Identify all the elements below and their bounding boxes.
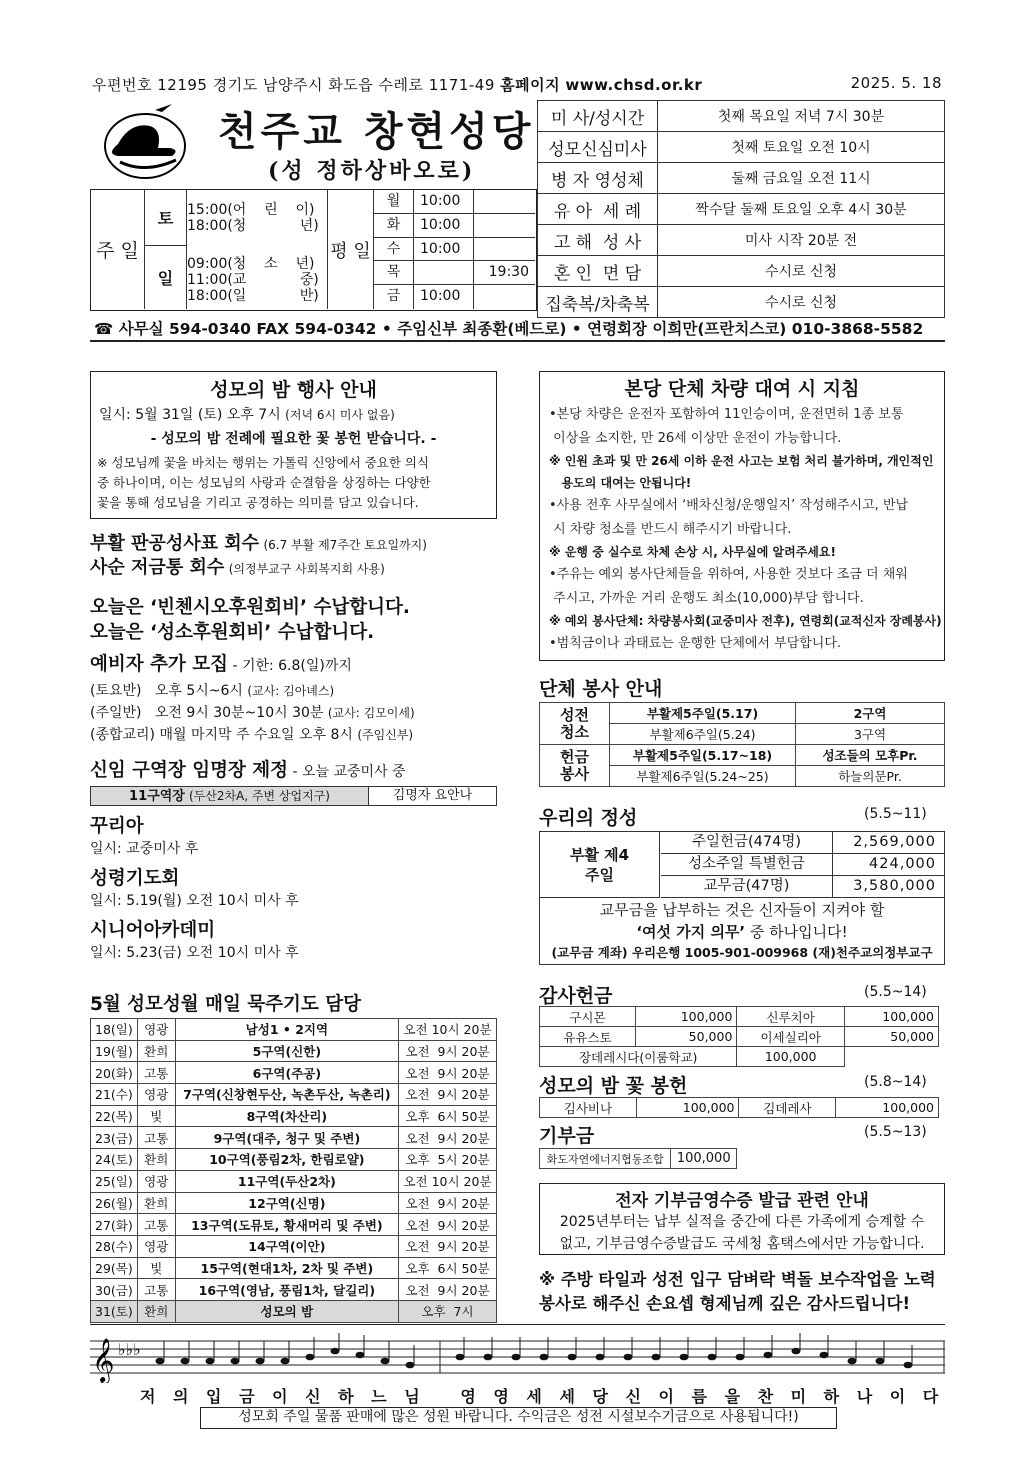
vehicle-rule: ※ 인원 초과 및 만 26세 이하 운전 사고는 보험 처리 불가하며, 개인적인: [549, 454, 934, 468]
offering-week-label: 부활 제4주일: [540, 832, 660, 898]
group-service-row: [540, 703, 945, 724]
weekday-label: 평 일: [328, 190, 374, 309]
donation-period: (5.5~13): [864, 1124, 927, 1140]
treble-clef-icon: 𝄞: [92, 1338, 115, 1382]
rosary-group: 13구역(도뮤토, 황새머리 및 주변): [175, 1214, 398, 1236]
rosary-time: 오전 10시 20분: [399, 1170, 497, 1192]
catechumen-title: 예비자 추가 모집: [90, 654, 228, 675]
catechumen-class: (종합교리) 매월 마지막 주 수요일 오후 8시: [90, 727, 353, 743]
thanks-donor: 유유스토: [540, 1027, 636, 1047]
rosary-mystery: 영광: [137, 1084, 175, 1106]
thanks-row: [540, 1047, 939, 1067]
leader-table: [90, 786, 497, 806]
group-service-week: 부활제5주일(5.17~18): [610, 745, 796, 766]
rosary-row: [91, 1062, 497, 1084]
rosary-row: [91, 1127, 497, 1149]
group-service-week: 부활제6주일(5.24~25): [610, 766, 796, 787]
rosary-group: 10구역(풍림2차, 한림로얄): [175, 1149, 398, 1171]
donation-title: 기부금: [539, 1125, 595, 1147]
weekday-am: 10:00: [414, 190, 474, 213]
note-head: [652, 1354, 661, 1361]
postal-label: 우편번호: [92, 76, 152, 94]
rosary-row: [91, 1105, 497, 1127]
thanks-donor: 장데레시다(이룸학교): [540, 1047, 737, 1067]
weekday-name: 금: [374, 285, 414, 309]
flower-amount: 100,000: [836, 1098, 939, 1118]
notice-2-note: (의정부교구 사회복지회 사용): [228, 562, 385, 576]
note-head: [206, 1358, 215, 1365]
offering-amount: 424,000: [869, 856, 936, 872]
notice-1: [90, 533, 427, 556]
rosary-time: 오전 9시 20분: [399, 1235, 497, 1257]
weekday-pm: 19:30: [488, 264, 529, 281]
event-title: 꾸리아: [90, 816, 144, 837]
catechumen-lines: [90, 680, 415, 746]
group-service-group: 하늘의문Pr.: [796, 766, 945, 787]
flower-donor: 김사비나: [540, 1098, 637, 1118]
rosary-date: 23(금): [91, 1127, 138, 1149]
service-row: [538, 101, 945, 132]
rosary-row: [91, 1084, 497, 1106]
note-head: [484, 1354, 493, 1361]
catechumen-teacher: (교사: 김아녜스): [247, 684, 335, 698]
rosary-row: [91, 1170, 497, 1192]
thanks-amount: 100,000: [737, 1047, 845, 1067]
thanks-period: (5.5~14): [864, 984, 927, 1000]
rosary-group: 15구역(현대1차, 2차 및 주변): [175, 1257, 398, 1279]
rosary-mystery: 빛: [137, 1105, 175, 1127]
offering-duty-1: 교무금을 납부하는 것은 신자들이 지켜야 할: [599, 901, 885, 919]
offering-item: 주일헌금(474명): [661, 832, 833, 853]
donation-table: [539, 1148, 737, 1169]
event-info: 일시: 교중미사 후: [90, 841, 199, 857]
note-head: [904, 1362, 913, 1369]
note-head: [356, 1352, 365, 1359]
rosary-time: 오전 9시 20분: [399, 1214, 497, 1236]
catechumen-class: (주일반) 오전 9시 30분~10시 30분: [90, 705, 324, 721]
service-time: 미사 시작 20분 전: [658, 225, 945, 256]
rosary-group: 11구역(두산2차): [175, 1170, 398, 1192]
address: 경기도 남양주시 화도읍 수레로 1171-49: [212, 76, 495, 94]
thanks-table: [539, 1006, 939, 1067]
service-name: 집축복/차축복: [538, 287, 658, 318]
rosary-date: 18(일): [91, 1019, 138, 1041]
rosary-table: [90, 1018, 497, 1323]
offering-box: [539, 831, 945, 965]
weekday-pm: [474, 285, 535, 309]
rosary-group: 7구역(신창현두산, 녹촌두산, 녹촌리): [175, 1084, 398, 1106]
postal-code: 12195: [157, 76, 208, 94]
thanks-note-2: 봉사로 해주신 손요셉 형제님께 깊은 감사드립니다!: [539, 1294, 910, 1313]
service-time: 짝수달 둘째 토요일 오후 4시 30분: [658, 194, 945, 225]
sun-time-2: 11:00(교 중): [187, 272, 319, 288]
services-table: [537, 100, 945, 318]
evening-date-note: (저녁 6시 미사 없음): [285, 408, 395, 422]
note-head: [156, 1358, 165, 1365]
thanks-amount: 100,000: [844, 1007, 938, 1027]
evening-note-3: 꽃을 통해 성모님을 기리고 공경하는 의미를 담고 있습니다.: [97, 495, 419, 510]
event-title: 시니어아카데미: [90, 920, 216, 941]
service-row: [538, 132, 945, 163]
rosary-row: [91, 1040, 497, 1062]
catechumen-line: [90, 680, 415, 702]
offering-item: 성소주일 특별헌금: [661, 854, 833, 875]
rosary-group: 남성1 • 2지역: [175, 1019, 398, 1041]
rosary-date: 22(목): [91, 1105, 138, 1127]
service-name: 고 해 성 사: [538, 225, 658, 256]
thanks-donor: 이세실리아: [737, 1027, 845, 1047]
vehicle-rule: •주유는 예외 봉사단체들을 위하여, 사용한 것보다 조금 더 채워: [549, 567, 908, 582]
thanks-donor: 신루치아: [737, 1007, 845, 1027]
rosary-time: 오전 9시 20분: [399, 1040, 497, 1062]
church-patron: (성 정하상바오로): [268, 158, 476, 184]
hymn-lyrics: 저 의 입 금 이 신 하 느 님 영 영 세 세 당 신 이 름 을 찬 미 하 나 이 다: [140, 1387, 945, 1406]
rosary-time: 오전 9시 20분: [399, 1127, 497, 1149]
service-row: [538, 287, 945, 318]
rosary-date: 19(월): [91, 1040, 138, 1062]
issue-date: 2025. 5. 18: [850, 74, 942, 92]
rosary-mystery: 환희: [137, 1300, 175, 1322]
group-service-group: 성조들의 모후Pr.: [796, 745, 945, 766]
rosary-mystery: 영광: [137, 1235, 175, 1257]
weekday-row: [374, 190, 535, 214]
rosary-mystery: 고통: [137, 1214, 175, 1236]
catechumen-heading: [90, 654, 352, 677]
note-head: [256, 1358, 265, 1365]
rosary-group: 성모의 밤: [175, 1300, 398, 1322]
service-time: 첫째 목요일 저녁 7시 30분: [658, 101, 945, 132]
contact-line: ☎ 사무실 594-0340 FAX 594-0342 • 주임신부 최종환(베드로) • 연령회장 이희만(프란치스코) 010-3868-5582: [94, 320, 924, 338]
duty-rest: 중 하나입니다!: [745, 923, 848, 941]
sunday-label: 주 일: [91, 190, 145, 309]
homepage-label: 홈페이지: [500, 76, 561, 94]
saturday-label: 토: [145, 190, 187, 246]
weekday-pm: [474, 214, 535, 237]
rosary-row: [91, 1149, 497, 1171]
weekday-row: [374, 261, 535, 285]
rosary-mystery: 고통: [137, 1062, 175, 1084]
rosary-time: 오전 9시 20분: [399, 1062, 497, 1084]
service-time: 수시로 신청: [658, 287, 945, 318]
vehicle-rule: ※ 운행 중 실수로 차체 손상 시, 사무실에 알려주세요!: [549, 545, 836, 559]
note-head: [281, 1358, 290, 1365]
homepage-link[interactable]: www.chsd.or.kr: [565, 76, 703, 94]
notice-2-title: 사순 저금통 회수: [90, 557, 225, 578]
group-service-label: 헌금 봉사: [540, 745, 610, 787]
vehicle-rule: 시 차량 청소를 반드시 해주시기 바랍니다.: [549, 521, 792, 537]
rosary-date: 25(일): [91, 1170, 138, 1192]
note-head: [540, 1354, 549, 1361]
donation-donor: 화도자연에너지협동조합: [540, 1149, 671, 1169]
hymn-staff: [90, 1333, 945, 1383]
rosary-time: 오전 9시 20분: [399, 1084, 497, 1106]
rosary-mystery: 환희: [137, 1192, 175, 1214]
vehicle-title: 본당 단체 차량 대여 시 지침: [624, 378, 860, 400]
church-name: 천주교 창현성당: [218, 108, 535, 155]
leader-heading: [90, 760, 406, 783]
group-service-label: 성전 청소: [540, 703, 610, 745]
thanks-note-1: ※ 주방 타일과 성전 입구 담벼락 벽돌 보수작업을 노력: [539, 1270, 936, 1289]
leader-zone: 11구역장: [129, 789, 185, 804]
flower-donor: 김데레사: [739, 1098, 836, 1118]
rosary-row: [91, 1235, 497, 1257]
rosary-date: 21(수): [91, 1084, 138, 1106]
vehicle-rule: •본당 차량은 운전자 포함하여 11인승이며, 운전면허 1종 보통: [549, 407, 904, 422]
vehicle-rule: •사용 전후 사무실에서 ‘배차신청/운행일지’ 작성해주시고, 반납: [549, 498, 909, 513]
offering-period: (5.5~11): [864, 806, 927, 822]
rosary-row: [91, 1214, 497, 1236]
offering-duty-2: [540, 921, 944, 943]
weekday-name: 목: [374, 261, 414, 284]
weekday-am: 10:00: [414, 238, 474, 261]
receipt-title: 전자 기부금영수증 발급 관련 안내: [615, 1191, 869, 1211]
rosary-group: 9구역(대주, 청구 및 주변): [175, 1127, 398, 1149]
service-name: 유 아 세 례: [538, 194, 658, 225]
mass-schedule: [90, 189, 537, 311]
weekday-am: [414, 261, 474, 284]
leader-person: 김명자 요안나: [392, 788, 473, 803]
service-name: 병 자 영성체: [538, 163, 658, 194]
note-head: [792, 1348, 801, 1355]
evening-flower-notice: - 성모의 밤 전례에 필요한 꽃 봉헌 받습니다. -: [150, 431, 437, 447]
evening-event-box: [90, 371, 497, 519]
rosary-time: 오전 9시 20분: [399, 1279, 497, 1301]
vehicle-rule: •범칙금이나 과태료는 운행한 단체에서 부담합니다.: [549, 636, 842, 651]
note-head: [624, 1354, 633, 1361]
sun-time-1: 09:00(청 소 년): [187, 256, 315, 272]
note-head: [708, 1354, 717, 1361]
service-row: [538, 194, 945, 225]
rosary-row: [91, 1300, 497, 1322]
rosary-date: 29(목): [91, 1257, 138, 1279]
duty-emphasis: ‘여섯 가지 의무’: [636, 923, 746, 941]
offering-item: 교무금(47명): [661, 876, 833, 897]
weekday-row: [374, 285, 535, 309]
offering-title: 우리의 정성: [539, 807, 638, 829]
note-head: [512, 1354, 521, 1361]
offering-row: [661, 876, 944, 898]
group-service-week: 부활제6주일(5.24): [610, 724, 796, 745]
hymn-notice: 성모회 주일 물품 판매에 많은 성원 바랍니다. 수익금은 성전 시설보수기금으로 사용됩니다!): [200, 1407, 837, 1429]
vehicle-rule: 용도의 대여는 안됩니다!: [549, 476, 692, 490]
event-info: 일시: 5.19(월) 오전 10시 미사 후: [90, 893, 299, 909]
rosary-mystery: 고통: [137, 1127, 175, 1149]
weekday-name: 화: [374, 214, 414, 237]
group-service-group: 3구역: [796, 724, 945, 745]
rosary-date: 26(월): [91, 1192, 138, 1214]
header-line: [92, 74, 942, 95]
leader-sub: - 오늘 교중미사 중: [292, 764, 406, 780]
catechumen-line: [90, 702, 415, 724]
service-time: 첫째 토요일 오전 10시: [658, 132, 945, 163]
rosary-time: 오전 9시 20분: [399, 1192, 497, 1214]
catechumen-teacher: (교사: 김모이세): [327, 706, 415, 720]
note-head: [231, 1358, 240, 1365]
evening-date: 일시: 5월 31일 (토) 오후 7시: [99, 407, 281, 423]
rosary-time: 오후 6시 50분: [399, 1105, 497, 1127]
service-row: [538, 256, 945, 287]
notice-1-title: 부활 판공성사표 회수: [90, 533, 260, 554]
weekday-rows: [374, 190, 535, 309]
service-time: 둘째 금요일 오전 11시: [658, 163, 945, 194]
service-row: [538, 163, 945, 194]
flower-offer-period: (5.8~14): [864, 1074, 927, 1090]
weekday-pm: [474, 190, 535, 213]
rosary-date: 31(토): [91, 1300, 138, 1322]
thanks-row: [540, 1007, 939, 1027]
weekday-am: 10:00: [414, 285, 474, 309]
rosary-group: 8구역(차산리): [175, 1105, 398, 1127]
evening-note-2: 중 하나이며, 이는 성모님의 사랑과 순결함을 상징하는 다양한: [97, 475, 431, 490]
receipt-line-2: 없고, 기부금영수증발급도 국세청 홈택스에서만 가능합니다.: [559, 1236, 925, 1252]
note-head: [456, 1354, 465, 1361]
weekday-row: [374, 214, 535, 238]
offering-account: (교무금 계좌) 우리은행 1005-901-009968 (재)천주교의정부교구: [551, 945, 933, 960]
event-title: 성령기도회: [90, 868, 180, 889]
evening-note-1: ※ 성모님께 꽃을 바치는 행위는 가톨릭 신앙에서 중요한 의식: [97, 455, 430, 470]
rosary-row: [91, 1279, 497, 1301]
vehicle-rule: 주시고, 가까운 거리 운행도 최소(10,000)부담 합니다.: [549, 590, 864, 606]
service-time: 수시로 신청: [658, 256, 945, 287]
rosary-mystery: 영광: [137, 1019, 175, 1041]
church-logo: [100, 104, 190, 182]
notice-3: 오늘은 ‘빈첸시오후원회비’ 수납합니다.: [90, 597, 410, 618]
donation-amount: 100,000: [671, 1149, 737, 1169]
group-service-week: 부활제5주일(5.17): [610, 703, 796, 724]
note-head: [820, 1352, 829, 1359]
saturday-times: [187, 202, 327, 234]
thanks-amount: 100,000: [635, 1007, 737, 1027]
leader-zone-detail: (두산2차A, 주변 상업지구): [188, 789, 330, 803]
sat-time-1: 15:00(어 린 이): [187, 202, 315, 218]
note-head: [406, 1362, 415, 1369]
service-name: 성모신심미사: [538, 132, 658, 163]
catechumen-line: [90, 724, 415, 746]
rosary-date: 24(토): [91, 1149, 138, 1171]
note-head: [331, 1348, 340, 1355]
note-head: [680, 1354, 689, 1361]
evening-title: 성모의 밤 행사 안내: [210, 379, 377, 401]
note-head: [381, 1358, 390, 1365]
group-service-group: 2구역: [796, 703, 945, 724]
note-head: [596, 1354, 605, 1361]
event-info: 일시: 5.23(금) 오전 10시 미사 후: [90, 945, 299, 961]
notice-4: 오늘은 ‘성소후원회비’ 수납합니다.: [90, 622, 375, 643]
service-name: 혼 인 면 담: [538, 256, 658, 287]
notice-1-note: (6.7 부활 제7주간 토요일까지): [263, 538, 427, 552]
notice-2: [90, 557, 385, 580]
rosary-time: 오후 5시 20분: [399, 1149, 497, 1171]
rosary-group: 14구역(이안): [175, 1235, 398, 1257]
sat-time-2: 18:00(청 년): [187, 218, 319, 234]
rosary-group: 12구역(신명): [175, 1192, 398, 1214]
rosary-time: 오후 7시: [399, 1300, 497, 1322]
rosary-date: 30(금): [91, 1279, 138, 1301]
group-service-table: [539, 702, 945, 787]
vehicle-rule: ※ 예외 봉사단체: 차량봉사회(교중미사 전후), 연령회(교적신자 장례봉사): [549, 614, 942, 628]
sun-time-3: 18:00(일 반): [187, 288, 319, 304]
thanks-donor: 구시몬: [540, 1007, 636, 1027]
thanks-amount: 50,000: [635, 1027, 737, 1047]
note-head: [181, 1358, 190, 1365]
note-head: [848, 1358, 857, 1365]
rosary-date: 20(화): [91, 1062, 138, 1084]
rosary-title: 5월 성모성월 매일 묵주기도 담당: [90, 994, 361, 1015]
catechumen-class: (토요반) 오후 5시~6시: [90, 683, 243, 699]
rosary-mystery: 환희: [137, 1149, 175, 1171]
rosary-mystery: 환희: [137, 1040, 175, 1062]
group-service-title: 단체 봉사 안내: [539, 678, 663, 700]
thanks-title: 감사헌금: [539, 985, 613, 1007]
rosary-mystery: 고통: [137, 1279, 175, 1301]
receipt-box: [539, 1183, 945, 1255]
rosary-group: 6구역(주공): [175, 1062, 398, 1084]
rosary-mystery: 빛: [137, 1257, 175, 1279]
leader-title: 신임 구역장 임명장 제정: [90, 760, 289, 781]
service-name: 미 사/성시간: [538, 101, 658, 132]
vehicle-box: [539, 371, 945, 661]
service-row: [538, 225, 945, 256]
rosary-row: [91, 1192, 497, 1214]
catechumen-teacher: (주임신부): [357, 728, 414, 742]
note-head: [568, 1354, 577, 1361]
rosary-date: 28(수): [91, 1235, 138, 1257]
weekday-pm: [474, 238, 535, 261]
rosary-group: 16구역(영남, 풍림1차, 달길리): [175, 1279, 398, 1301]
rosary-time: 오후 6시 50분: [399, 1257, 497, 1279]
vehicle-rule: 이상을 소지한, 만 26세 이상만 운전이 가능합니다.: [549, 430, 842, 446]
note-head: [876, 1358, 885, 1365]
note-head: [764, 1352, 773, 1359]
note-head: [736, 1354, 745, 1361]
rosary-group: 5구역(신한): [175, 1040, 398, 1062]
flower-amount: 100,000: [636, 1098, 739, 1118]
rosary-row: [91, 1019, 497, 1041]
note-head: [306, 1354, 315, 1361]
events-list: [90, 814, 497, 962]
offering-amount: 2,569,000: [853, 834, 936, 850]
offering-row: [661, 854, 944, 876]
flat-icon: ♭♭♭: [118, 1340, 141, 1359]
weekday-name: 수: [374, 238, 414, 261]
thanks-amount: 50,000: [844, 1027, 938, 1047]
thanks-row: [540, 1027, 939, 1047]
weekday-am: 10:00: [414, 214, 474, 237]
flower-offer-table: [539, 1097, 939, 1118]
offering-amount: 3,580,000: [853, 878, 936, 894]
weekday-row: [374, 238, 535, 262]
rosary-mystery: 영광: [137, 1170, 175, 1192]
group-service-row: [540, 745, 945, 766]
rosary-row: [91, 1257, 497, 1279]
rosary-date: 27(화): [91, 1214, 138, 1236]
sunday-times: [187, 256, 327, 304]
receipt-line-1: 2025년부터는 납부 실적을 중간에 다른 가족에게 승계할 수: [559, 1214, 925, 1230]
sunday-day-label: 일: [145, 246, 187, 309]
rosary-time: 오전 10시 20분: [399, 1019, 497, 1041]
offering-row: [661, 832, 944, 854]
flower-offer-title: 성모의 밤 꽃 봉헌: [539, 1075, 688, 1097]
catechumen-deadline: - 기한: 6.8(일)까지: [232, 658, 352, 674]
weekday-name: 월: [374, 190, 414, 213]
